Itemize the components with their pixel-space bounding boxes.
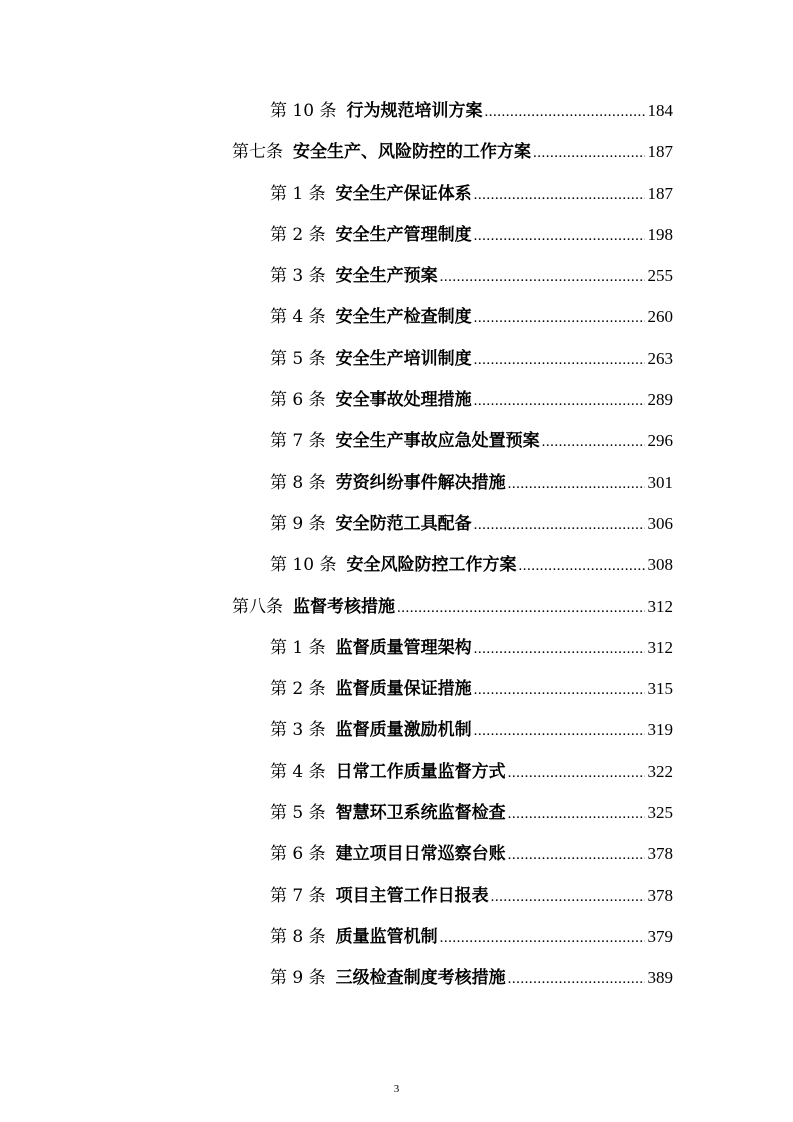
toc-entry-page: 389 <box>647 968 673 988</box>
toc-subsection-entry[interactable] <box>0 916 673 957</box>
toc-entry-title: 安全生产检查制度 <box>335 307 472 328</box>
toc-entry-title: 安全生产管理制度 <box>335 224 472 245</box>
toc-entry-page: 378 <box>647 844 673 864</box>
toc-entry-number: 第七条 <box>232 142 283 163</box>
toc-entry-number: 第 9 条 <box>270 968 326 989</box>
toc-entry-title: 安全防范工具配备 <box>335 513 472 534</box>
toc-dot-leader <box>508 959 645 1000</box>
toc-dot-leader <box>440 257 645 298</box>
toc-subsection-entry[interactable] <box>0 420 673 461</box>
toc-entry-number: 第 5 条 <box>270 803 326 824</box>
toc-subsection-entry[interactable] <box>0 214 673 255</box>
toc-entry-number: 第 2 条 <box>270 679 326 700</box>
toc-subsection-entry[interactable] <box>0 833 673 874</box>
toc-entry-title: 监督质量保证措施 <box>335 679 472 700</box>
toc-entry-number: 第 8 条 <box>270 472 326 493</box>
toc-entry-number: 第八条 <box>232 596 283 617</box>
toc-entry-title: 安全生产预案 <box>335 266 438 287</box>
page-number: 3 <box>393 1083 400 1095</box>
toc-section-entry[interactable] <box>0 586 673 627</box>
toc-entry-title: 安全事故处理措施 <box>335 390 472 411</box>
toc-entry-number: 第 3 条 <box>270 266 326 287</box>
toc-entry-number: 第 5 条 <box>270 348 326 369</box>
toc-entry-title: 劳资纠纷事件解决措施 <box>335 472 506 493</box>
toc-dot-leader <box>533 133 645 174</box>
toc-subsection-entry[interactable] <box>0 792 673 833</box>
toc-subsection-entry[interactable] <box>0 668 673 709</box>
toc-entry-page: 315 <box>647 679 673 699</box>
toc-entry-page: 296 <box>647 431 673 451</box>
toc-entry-number: 第 1 条 <box>270 183 326 204</box>
toc-subsection-entry[interactable] <box>0 503 673 544</box>
toc-dot-leader <box>474 216 645 257</box>
toc-subsection-entry[interactable] <box>0 751 673 792</box>
toc-entry-number: 第 2 条 <box>270 224 326 245</box>
toc-dot-leader <box>474 175 645 216</box>
toc-entry-number: 第 10 条 <box>270 555 337 576</box>
toc-dot-leader <box>474 629 645 670</box>
toc-entry-number: 第 10 条 <box>270 101 337 121</box>
toc-entry-title: 项目主管工作日报表 <box>335 885 489 906</box>
toc-subsection-entry[interactable] <box>0 338 673 379</box>
table-of-contents <box>0 90 793 999</box>
toc-dot-leader <box>542 422 645 463</box>
toc-section-entry[interactable] <box>0 131 673 172</box>
toc-dot-leader <box>508 753 645 794</box>
toc-entry-number: 第 7 条 <box>270 431 326 452</box>
toc-subsection-entry[interactable] <box>0 90 673 131</box>
toc-entry-page: 187 <box>647 183 673 203</box>
toc-dot-leader <box>491 877 645 918</box>
toc-entry-page: 260 <box>647 307 673 327</box>
toc-entry-page: 322 <box>647 761 673 781</box>
toc-subsection-entry[interactable] <box>0 957 673 998</box>
toc-subsection-entry[interactable] <box>0 875 673 916</box>
toc-dot-leader <box>508 794 645 835</box>
toc-subsection-entry[interactable] <box>0 173 673 214</box>
toc-dot-leader <box>508 464 645 505</box>
toc-subsection-entry[interactable] <box>0 255 673 296</box>
toc-dot-leader <box>440 918 645 959</box>
toc-entry-page: 312 <box>647 637 673 657</box>
toc-entry-title: 安全风险防控工作方案 <box>346 555 517 576</box>
toc-subsection-entry[interactable] <box>0 379 673 420</box>
toc-entry-page: 263 <box>647 348 673 368</box>
toc-dot-leader <box>474 340 645 381</box>
toc-entry-title: 监督质量管理架构 <box>335 637 472 658</box>
toc-entry-page: 312 <box>647 596 673 616</box>
toc-subsection-entry[interactable] <box>0 462 673 503</box>
toc-entry-title: 监督考核措施 <box>293 596 395 617</box>
toc-entry-title: 安全生产保证体系 <box>335 183 472 204</box>
toc-dot-leader <box>508 835 645 876</box>
toc-subsection-entry[interactable] <box>0 627 673 668</box>
toc-entry-number: 第 9 条 <box>270 513 326 534</box>
toc-dot-leader <box>474 505 645 546</box>
toc-entry-page: 255 <box>647 266 673 286</box>
toc-entry-title: 智慧环卫系统监督检查 <box>335 803 506 824</box>
toc-entry-number: 第 6 条 <box>270 844 326 865</box>
toc-dot-leader <box>474 381 645 422</box>
toc-entry-title: 监督质量激励机制 <box>335 720 472 741</box>
toc-dot-leader <box>474 298 645 339</box>
toc-entry-title: 安全生产培训制度 <box>335 348 472 369</box>
toc-entry-page: 184 <box>647 101 673 120</box>
toc-entry-number: 第 3 条 <box>270 720 326 741</box>
toc-entry-title: 安全生产、风险防控的工作方案 <box>293 142 531 163</box>
toc-entry-title: 行为规范培训方案 <box>346 101 483 121</box>
toc-entry-page: 301 <box>647 472 673 492</box>
toc-entry-page: 198 <box>647 224 673 244</box>
toc-dot-leader <box>474 670 645 711</box>
toc-entry-number: 第 1 条 <box>270 637 326 658</box>
toc-entry-title: 安全生产事故应急处置预案 <box>335 431 540 452</box>
toc-entry-title: 建立项目日常巡察台账 <box>335 844 506 865</box>
toc-entry-page: 319 <box>647 720 673 740</box>
toc-entry-page: 289 <box>647 390 673 410</box>
toc-entry-number: 第 7 条 <box>270 885 326 906</box>
toc-entry-number: 第 8 条 <box>270 926 326 947</box>
toc-dot-leader <box>397 588 645 629</box>
toc-subsection-entry[interactable] <box>0 544 673 585</box>
toc-entry-title: 三级检查制度考核措施 <box>335 968 506 989</box>
toc-entry-page: 325 <box>647 803 673 823</box>
toc-entry-page: 378 <box>647 885 673 905</box>
toc-subsection-entry[interactable] <box>0 709 673 750</box>
toc-entry-number: 第 4 条 <box>270 761 326 782</box>
toc-subsection-entry[interactable] <box>0 296 673 337</box>
toc-dot-leader <box>484 92 644 133</box>
toc-entry-title: 质量监管机制 <box>335 926 438 947</box>
toc-entry-number: 第 6 条 <box>270 390 326 411</box>
toc-dot-leader <box>518 546 644 587</box>
toc-entry-page: 306 <box>647 513 673 533</box>
toc-entry-title: 日常工作质量监督方式 <box>335 761 506 782</box>
toc-entry-page: 379 <box>647 926 673 946</box>
toc-entry-number: 第 4 条 <box>270 307 326 328</box>
toc-entry-page: 187 <box>647 142 673 162</box>
toc-dot-leader <box>474 711 645 752</box>
toc-entry-page: 308 <box>647 555 673 575</box>
